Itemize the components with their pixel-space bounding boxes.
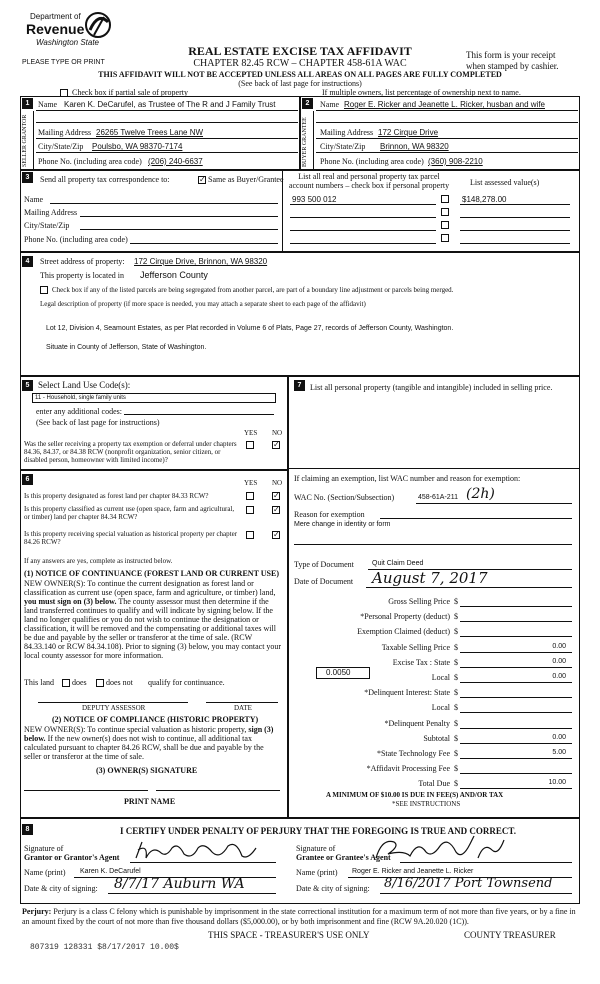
state-technology-fee-label: *State Technology Fee <box>376 749 450 758</box>
personal-property-deduct-label: *Personal Property (deduct) <box>360 612 450 622</box>
corr-city-rule <box>80 229 278 230</box>
doc-type-label: Type of Document <box>294 560 354 569</box>
if-yes-note: If any answers are yes, complete as instructed below. <box>24 557 173 565</box>
personal-property-checkbox-3[interactable] <box>441 221 449 229</box>
seller-city-rule <box>36 152 298 153</box>
personal-property-text: List all personal property (tangible and intangible) included in selling price. <box>310 383 553 392</box>
fee-line-delinquent-interest-state <box>290 688 576 700</box>
excise-state-rule <box>460 667 572 668</box>
gross-selling-price-rule <box>460 606 572 607</box>
doc-date-rule <box>366 587 572 588</box>
perjury-notice <box>22 907 578 927</box>
buyer-addr-rule <box>316 138 578 139</box>
deputy-label: DEPUTY ASSESSOR <box>82 704 146 712</box>
buyer-name[interactable]: Roger E. Ricker and Jeanette L. Ricker, husban and wife <box>344 100 545 109</box>
buyer-name-rule-2 <box>316 122 578 123</box>
local-rate[interactable]: 0.0050 <box>326 668 351 677</box>
reason-rule-2 <box>294 544 572 545</box>
historic-yes-checkbox[interactable] <box>246 531 254 539</box>
affidavit-processing-fee-dollar: $ <box>454 764 458 774</box>
value-rule-4 <box>460 243 570 244</box>
sec5-yes: YES <box>244 429 258 437</box>
excise-local-dollar: $ <box>454 673 458 682</box>
buyer-phone[interactable]: (360) 908-2210 <box>428 157 483 166</box>
grantee-sig-label-1: Signature of <box>296 844 336 853</box>
grantor-name[interactable]: Karen K. DeCarufel <box>80 868 141 875</box>
fee-line-state-technology-fee <box>290 749 576 761</box>
partial-sale-label: Check box if partial sale of property <box>72 88 188 97</box>
additional-codes-rule <box>124 414 274 415</box>
excise-state-dollar: $ <box>454 657 458 667</box>
legal-desc-2[interactable]: Situate in County of Jefferson, State of Washington. <box>46 344 207 351</box>
perjury-text: Perjury is a class C felony which is punishable by imprisonment in the state correctional institution for a maximum term of not more than five years, or by a fine in an amount fixed by the court of not more than five thousand dollars ($5,000.00), or by both imprisonment and fine (RCW 9A.20.020 (1C)). <box>22 907 576 926</box>
segregated-label: Check box if any of the listed parcels are being segregated from another parcel, are part of a boundary line adjustment or parcels being merged. <box>52 286 454 294</box>
owner-sig-rule-1 <box>24 790 148 791</box>
excise-local-rule <box>460 682 572 683</box>
notice-compliance-bold: sign (3) below. <box>24 725 274 743</box>
sec5-see-back: (See back of last page for instructions) <box>36 418 160 427</box>
seller-name-rule-2 <box>36 122 298 123</box>
seller-grantor-label: SELLER GRANTOR <box>22 114 28 167</box>
wac-handwritten[interactable]: (2h) <box>466 486 495 502</box>
sec6-yes: YES <box>244 479 258 487</box>
forest-yes-checkbox[interactable] <box>246 492 254 500</box>
affidavit-processing-fee-rule <box>460 773 572 774</box>
notice-compliance-a: NEW OWNER(S): To continue special valuation as historic property, <box>24 725 247 734</box>
date-label: DATE <box>234 704 252 712</box>
assessed-value[interactable]: $148,278.00 <box>462 195 507 204</box>
land-does-not-checkbox[interactable] <box>96 679 104 687</box>
fee-line-gross-selling-price <box>290 597 576 609</box>
section-6-number: 6 <box>22 474 33 485</box>
state-technology-fee-rule <box>460 758 572 759</box>
parcel-rule-4 <box>290 243 436 244</box>
delinquent-penalty-label: *Delinquent Penalty <box>384 718 450 728</box>
seller-address[interactable]: 26265 Twelve Trees Lane NW <box>96 128 204 137</box>
excise-state-value[interactable]: 0.00 <box>552 657 566 665</box>
land-use-title: Select Land Use Code(s): <box>38 380 131 390</box>
exemption-no-checkbox[interactable]: ✓ <box>273 440 280 449</box>
taxable-selling-price-label: Taxable Selling Price <box>381 642 450 652</box>
grantor-signature-image <box>132 838 262 864</box>
seller-phone[interactable]: (206) 240-6637 <box>148 157 203 166</box>
forest-question: Is this property designated as forest land per chapter 84.33 RCW? <box>24 492 209 500</box>
grantee-signature <box>370 832 510 871</box>
see-instructions: *SEE INSTRUCTIONS <box>392 800 461 808</box>
deputy-rule <box>38 702 188 703</box>
delinquent-interest-local-rule <box>460 712 572 713</box>
property-street[interactable]: 172 Cirque Drive, Brinnon, WA 98320 <box>134 257 268 266</box>
subtotal-label: Subtotal <box>423 733 450 743</box>
parcel-header: List all real and personal property tax parcel account numbers – check box if personal property <box>288 172 450 190</box>
doc-date[interactable]: August 7, 2017 <box>372 569 488 587</box>
notice-continuance-b: The county assessor must then determine if the land transferred continues to qualify and will indicate by signing below. If the land no longer qualifies or you do not wish to continue the designation or classification, it will be removed and the compensating or additional taxes will be due and payable by the seller or transferor at the time of sale. (RCW 84.33.140 or RCW 84.34.108). Prior to signing (3) below, you may contact your local county assessor for more information. <box>24 597 282 660</box>
seller-addr-label: Mailing Address <box>38 128 92 137</box>
gross-selling-price-dollar: $ <box>454 597 458 606</box>
section-1-number: 1 <box>22 98 33 109</box>
seller-city[interactable]: Poulsbo, WA 98370-7174 <box>92 142 183 151</box>
buyer-side-rule <box>313 111 314 170</box>
please-type: PLEASE TYPE OR PRINT <box>22 59 105 66</box>
section-8-number: 8 <box>22 824 33 835</box>
county-treasurer: COUNTY TREASURER <box>464 930 556 940</box>
see-back: (See back of last page for instructions) <box>238 79 362 88</box>
buyer-city[interactable]: Brinnon, WA 98320 <box>380 142 449 151</box>
dept-of: Department of <box>30 12 81 21</box>
seller-addr-rule <box>36 138 298 139</box>
grantor-sig-label-1: Signature of <box>24 844 64 853</box>
wac-label: WAC No. (Section/Subsection) <box>294 493 395 502</box>
corr-phone-label: Phone No. (including area code) <box>24 235 128 244</box>
delinquent-penalty-rule <box>460 728 572 729</box>
fee-line-delinquent-penalty <box>290 719 576 731</box>
land-use-code-field[interactable] <box>32 393 276 403</box>
doc-date-label: Date of Document <box>294 577 354 586</box>
fee-line-taxable-selling-price <box>290 643 576 655</box>
wac-rule <box>416 503 572 504</box>
state-technology-fee-dollar: $ <box>454 749 458 758</box>
fee-line-exemption-claimed <box>290 627 576 639</box>
current-use-question: Is this property classified as current use (open space, farm and agricultural, or timber) land per chapter 84.34 RCW? <box>24 505 235 521</box>
exemption-claimed-dollar: $ <box>454 627 458 637</box>
receipt-line2: when stamped by cashier. <box>466 61 559 71</box>
seller-name-rule <box>36 110 298 111</box>
historic-no-checkbox[interactable]: ✓ <box>273 530 280 539</box>
form-subtitle: CHAPTER 82.45 RCW – CHAPTER 458-61A WAC <box>193 58 407 69</box>
fee-line-affidavit-processing-fee <box>290 764 576 776</box>
additional-codes-label: enter any additional codes: <box>36 407 122 416</box>
total-due-rule <box>460 788 572 789</box>
corr-addr-label: Mailing Address <box>24 208 78 217</box>
grantor-date-rule <box>108 893 276 894</box>
subtotal-value[interactable]: 0.00 <box>552 733 566 741</box>
land-does-not-label: does not <box>106 678 133 687</box>
delinquent-penalty-dollar: $ <box>454 718 458 728</box>
notice-continuance-bold: you must sign on (3) below. <box>24 597 117 606</box>
seller-name-label: Name <box>38 100 58 109</box>
seller-name[interactable]: Karen K. DeCarufel, as Trustee of The R and J Family Trust <box>64 100 276 109</box>
delinquent-interest-local-label: Local <box>431 703 450 713</box>
corr-addr-rule <box>80 216 278 217</box>
qualify-label: qualify for continuance. <box>148 678 225 687</box>
owner-sig-rule-2 <box>156 790 280 791</box>
forest-no-checkbox[interactable]: ✓ <box>273 491 280 500</box>
doc-type[interactable]: Quit Claim Deed <box>372 560 424 567</box>
certify-statement: I CERTIFY UNDER PENALTY OF PERJURY THAT THE FOREGOING IS TRUE AND CORRECT. <box>120 826 517 836</box>
same-as-buyer-checkbox[interactable]: ✓ <box>199 175 206 184</box>
exemption-claimed-rule <box>460 636 572 637</box>
legal-desc-1[interactable]: Lot 12, Division 4, Seamount Estates, as per Plat recorded in Volume 6 of Plats, Page 27, records of Jefferson County, Washington. <box>46 325 454 332</box>
section-4-number: 4 <box>22 256 33 267</box>
seller-city-label: City/State/Zip <box>38 142 84 151</box>
form-warning: THIS AFFIDAVIT WILL NOT BE ACCEPTED UNLESS ALL AREAS ON ALL PAGES ARE FULLY COMPLETED <box>98 70 502 79</box>
buyer-phone-label: Phone No. (including area code) <box>320 157 424 166</box>
grantor-name-label: Name (print) <box>24 868 66 877</box>
minimum-due: A MINIMUM OF $10.00 IS DUE IN FEE(S) AND/OR TAX <box>326 791 504 799</box>
buyer-city-label: City/State/Zip <box>320 142 366 151</box>
delinquent-interest-local-dollar: $ <box>454 703 458 713</box>
total-due-label: Total Due <box>418 779 450 789</box>
gross-selling-price-label: Gross Selling Price <box>388 597 450 606</box>
receipt-line1: This form is your receipt <box>466 50 556 60</box>
grantee-name[interactable]: Roger E. Ricker and Jeanette L. Ricker <box>352 868 474 875</box>
total-due-value[interactable]: 10.00 <box>548 779 566 787</box>
form-title: REAL ESTATE EXCISE TAX AFFIDAVIT <box>188 44 412 58</box>
grantee-date-label: Date & city of signing: <box>296 884 370 893</box>
fee-line-total-due <box>290 779 576 791</box>
notice-compliance-title: (2) NOTICE OF COMPLIANCE (HISTORIC PROPERTY) <box>52 715 259 724</box>
wac-number[interactable]: 458-61A-211 <box>418 494 458 501</box>
treasurer-stamp: 807319 128331 $8/17/2017 10.00$ <box>30 943 179 952</box>
parcel-rule-3 <box>290 230 436 231</box>
notice-compliance-b: If the new owner(s) does not wish to continue, all additional tax calculated pursuant to chapter 84.26 RCW, shall be due and payable by the seller or transferor at the time of sale. <box>24 734 264 761</box>
perjury-bold: Perjury: <box>22 907 52 916</box>
historic-question: Is this property receiving special valuation as historical property per chapter 84.26 RCW? <box>24 530 238 546</box>
grantor-signature <box>132 838 262 869</box>
excise-state-label: Excise Tax : State <box>392 657 450 667</box>
grantee-sig-label-2: Grantee or Grantee's Agent <box>296 853 391 862</box>
multi-owner-note: If multiple owners, list percentage of ownership next to name. <box>322 88 521 97</box>
delinquent-interest-state-rule <box>460 697 572 698</box>
seller-side-rule <box>33 111 34 170</box>
land-use-code: 11 - Household, single family units <box>35 395 126 401</box>
sec5-no: NO <box>272 429 283 437</box>
section-3-number: 3 <box>22 172 33 183</box>
buyer-address[interactable]: 172 Cirque Drive <box>378 128 439 137</box>
grantor-sig-label-2: Grantor or Grantor's Agent <box>24 853 120 862</box>
buyer-addr-label: Mailing Address <box>320 128 374 137</box>
street-label: Street address of property: <box>40 257 125 266</box>
grantee-name-label: Name (print) <box>296 868 338 877</box>
reason-text[interactable]: Mere change in identity or form <box>294 521 391 528</box>
fee-line-personal-property-deduct <box>290 612 576 624</box>
notice-continuance-a: NEW OWNER(S): To continue the current designation as forest land or classification as current use (open space, farm and agriculture, or timber) land, <box>24 579 276 597</box>
owner-signature-title: (3) OWNER(S) SIGNATURE <box>96 766 198 775</box>
grantor-date-label: Date & city of signing: <box>24 884 98 893</box>
buyer-name-label: Name <box>320 100 340 109</box>
excise-local-label: Local <box>431 673 450 682</box>
buyer-grantee-label: BUYER GRANTEE <box>302 117 308 167</box>
exemption-yes-checkbox[interactable] <box>246 441 254 449</box>
personal-property-deduct-dollar: $ <box>454 612 458 622</box>
personal-property-deduct-rule <box>460 621 572 622</box>
subtotal-dollar: $ <box>454 733 458 743</box>
corr-phone-rule <box>130 243 278 244</box>
exemption-label: If claiming an exemption, list WAC number and reason for exemption: <box>294 474 521 483</box>
located-label: This property is located in <box>40 271 124 280</box>
dept-state: Washington State <box>36 38 100 47</box>
state-technology-fee-value[interactable]: 5.00 <box>552 749 566 756</box>
this-land-label: This land <box>24 678 54 687</box>
excise-local-value[interactable]: 0.00 <box>552 673 566 680</box>
value-rule-1 <box>460 204 570 205</box>
exemption-claimed-label: Exemption Claimed (deduct) <box>357 627 450 637</box>
affidavit-processing-fee-label: *Affidavit Processing Fee <box>366 764 450 774</box>
sec7-divider <box>288 468 580 469</box>
fee-line-excise-local <box>290 673 576 685</box>
reason-rule <box>380 518 572 519</box>
notice-compliance-text <box>24 725 282 761</box>
current-use-no-checkbox[interactable]: ✓ <box>273 505 280 514</box>
current-use-yes-checkbox[interactable] <box>246 506 254 514</box>
dept-revenue: Revenue <box>26 21 85 37</box>
print-name-label: PRINT NAME <box>124 797 176 806</box>
reason-label: Reason for exemption <box>294 510 365 519</box>
property-county[interactable]: Jefferson County <box>140 270 208 280</box>
seller-phone-label: Phone No. (including area code) <box>38 157 142 166</box>
taxable-selling-price-dollar: $ <box>454 642 458 652</box>
date-rule <box>206 702 278 703</box>
grantee-date-rule <box>380 893 572 894</box>
taxable-selling-price-value[interactable]: 0.00 <box>552 642 566 650</box>
assessed-value-header: List assessed value(s) <box>470 178 540 187</box>
parcel-rule-1 <box>290 204 436 205</box>
personal-property-checkbox-1[interactable] <box>441 195 449 203</box>
delinquent-interest-state-label: *Delinquent Interest: State <box>364 688 450 698</box>
land-does-label: does <box>72 678 87 687</box>
buyer-name-rule <box>316 110 578 111</box>
sec6-no: NO <box>272 479 283 487</box>
section-5-number: 5 <box>22 380 33 391</box>
corr-name-rule <box>50 203 278 204</box>
section-7-number: 7 <box>294 380 305 391</box>
fee-line-delinquent-interest-local <box>290 703 576 715</box>
grantee-signature-image <box>370 832 510 866</box>
treasurer-space: THIS SPACE - TREASURER'S USE ONLY <box>208 930 370 940</box>
notice-continuance-title: (1) NOTICE OF CONTINUANCE (FOREST LAND OR CURRENT USE) <box>24 569 279 578</box>
fee-line-subtotal <box>290 734 576 746</box>
parcel-number[interactable]: 993 500 012 <box>292 195 337 204</box>
land-does-checkbox[interactable] <box>62 679 70 687</box>
legal-desc-label: Legal description of property (if more space is needed, you may attach a separate sheet to each page of the affidavit) <box>40 300 366 308</box>
buyer-city-rule <box>316 152 578 153</box>
personal-property-checkbox-2[interactable] <box>441 208 449 216</box>
corr-city-label: City/State/Zip <box>24 221 70 230</box>
send-correspondence-label: Send all property tax correspondence to: <box>40 175 170 184</box>
fee-line-excise-state <box>290 658 576 670</box>
section-2-number: 2 <box>302 98 313 109</box>
grantor-date-city[interactable]: 8/7/17 Auburn WA <box>114 876 245 892</box>
same-as-buyer-label: Same as Buyer/Grantee <box>208 175 284 184</box>
subtotal-rule <box>460 743 572 744</box>
notice-continuance-text <box>24 579 282 660</box>
delinquent-interest-state-dollar: $ <box>454 688 458 698</box>
personal-property-checkbox-4[interactable] <box>441 234 449 242</box>
exemption-question: Was the seller receiving a property tax exemption or deferral under chapters 84.36, 84.37, or 84.38 RCW (nonprofit organization, senior citizen, or disabled person, homeowner with limited income)? <box>24 440 237 464</box>
grantee-date-city[interactable]: 8/16/2017 Port Townsend <box>384 876 553 891</box>
value-rule-3 <box>460 230 570 231</box>
parcel-rule-2 <box>290 217 436 218</box>
corr-name-label: Name <box>24 195 44 204</box>
taxable-selling-price-rule <box>460 652 572 653</box>
total-due-dollar: $ <box>454 779 458 789</box>
segregated-checkbox[interactable] <box>40 286 48 294</box>
value-rule-2 <box>460 217 570 218</box>
